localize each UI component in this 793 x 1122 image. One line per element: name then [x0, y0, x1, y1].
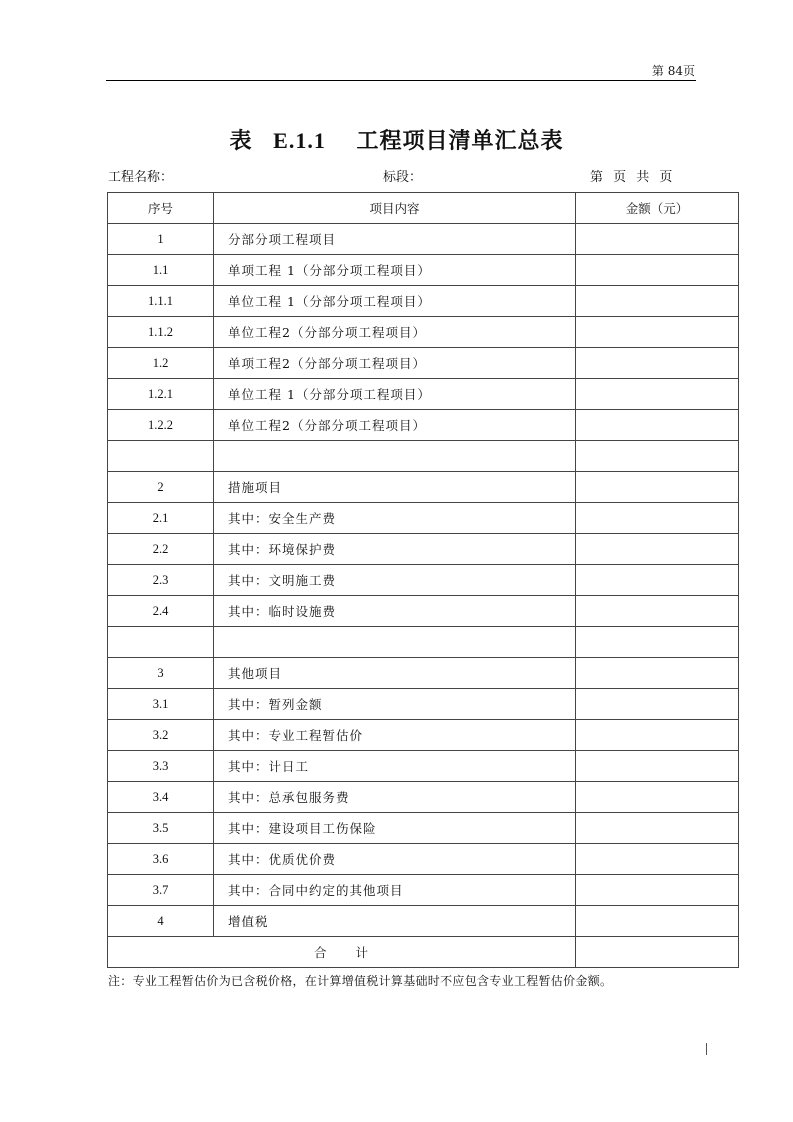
- table-row: [108, 503, 739, 534]
- cell-content: 单项工程2（分部分项工程项目）: [214, 348, 576, 379]
- cell-seq: 2.3: [108, 565, 214, 596]
- total-row: [108, 937, 739, 968]
- table-row: [108, 224, 739, 255]
- cell-amount: [576, 844, 739, 875]
- cell-content: 其中：临时设施费: [214, 596, 576, 627]
- cell-content: 单位工程 1（分部分项工程项目）: [214, 286, 576, 317]
- cell-amount: [576, 627, 739, 658]
- cell-amount: [576, 348, 739, 379]
- cell-content: 其中：建设项目工伤保险: [214, 813, 576, 844]
- cell-amount: [576, 317, 739, 348]
- cell-content: 分部分项工程项目: [214, 224, 576, 255]
- cell-seq: 1.2.2: [108, 410, 214, 441]
- cell-amount: [576, 503, 739, 534]
- cell-content: 单项工程 1（分部分项工程项目）: [214, 255, 576, 286]
- cell-seq: 1.2.1: [108, 379, 214, 410]
- table-row: [108, 627, 739, 658]
- cell-content: 单位工程2（分部分项工程项目）: [214, 317, 576, 348]
- table-row: [108, 565, 739, 596]
- title-code: E.1.1: [273, 128, 326, 153]
- cell-seq: 4: [108, 906, 214, 937]
- total-label: [108, 937, 576, 968]
- cell-amount: [576, 534, 739, 565]
- cell-seq: 3.3: [108, 751, 214, 782]
- cell-content: 其中：环境保护费: [214, 534, 576, 565]
- cell-amount: [576, 596, 739, 627]
- cell-amount: [576, 658, 739, 689]
- title-prefix: 表: [229, 128, 253, 154]
- cell-amount: [576, 255, 739, 286]
- cell-content: 其中：合同中约定的其他项目: [214, 875, 576, 906]
- cell-content: 其中：优质优价费: [214, 844, 576, 875]
- cell-content: 措施项目: [214, 472, 576, 503]
- footnote: 注：专业工程暂估价为已含税价格，在计算增值税计算基础时不应包含专业工程暂估价金额。: [108, 974, 613, 988]
- table-row: [108, 410, 739, 441]
- table-row: [108, 906, 739, 937]
- table-row: [108, 844, 739, 875]
- cell-seq: 3.5: [108, 813, 214, 844]
- cell-content: 单位工程2（分部分项工程项目）: [214, 410, 576, 441]
- title-text: 工程项目清单汇总表: [356, 128, 564, 154]
- total-label-a: 合: [313, 945, 328, 960]
- cell-amount: [576, 782, 739, 813]
- table-header-row: [108, 193, 739, 224]
- table-row: [108, 472, 739, 503]
- margin-mark: [706, 1043, 707, 1055]
- cell-seq: 1.2: [108, 348, 214, 379]
- header-rule: [106, 80, 696, 81]
- cell-content: [214, 627, 576, 658]
- table-row: [108, 782, 739, 813]
- cell-amount: [576, 751, 739, 782]
- cell-content: 其中：计日工: [214, 751, 576, 782]
- cell-seq: [108, 627, 214, 658]
- cell-content: 其中：专业工程暂估价: [214, 720, 576, 751]
- table-row: [108, 286, 739, 317]
- cell-content: 其中：暂列金额: [214, 689, 576, 720]
- table-row: [108, 441, 739, 472]
- section-label: 标段：: [383, 170, 423, 185]
- total-label-b: 计: [355, 945, 370, 960]
- table-row: [108, 534, 739, 565]
- table-row: [108, 875, 739, 906]
- cell-amount: [576, 379, 739, 410]
- cell-content: 单位工程 1（分部分项工程项目）: [214, 379, 576, 410]
- table-row: [108, 317, 739, 348]
- table-row: [108, 379, 739, 410]
- page-info: 第 页 共 页: [590, 170, 673, 185]
- summary-table: [107, 192, 739, 968]
- cell-seq: 2.4: [108, 596, 214, 627]
- cell-content: [214, 441, 576, 472]
- cell-seq: 3.4: [108, 782, 214, 813]
- cell-seq: 3.1: [108, 689, 214, 720]
- cell-seq: 2.2: [108, 534, 214, 565]
- project-name-label: 工程名称：: [108, 170, 174, 185]
- cell-amount: [576, 472, 739, 503]
- table-row: [108, 255, 739, 286]
- header-amount: 金额（元）: [576, 193, 739, 224]
- cell-amount: [576, 286, 739, 317]
- cell-amount: [576, 813, 739, 844]
- cell-amount: [576, 410, 739, 441]
- cell-content: 增值税: [214, 906, 576, 937]
- cell-amount: [576, 720, 739, 751]
- table-body: [108, 224, 739, 968]
- cell-seq: 3.2: [108, 720, 214, 751]
- cell-seq: 2.1: [108, 503, 214, 534]
- cell-seq: [108, 441, 214, 472]
- cell-amount: [576, 689, 739, 720]
- header-content: 项目内容: [214, 193, 576, 224]
- header-seq: 序号: [108, 193, 214, 224]
- table-row: [108, 689, 739, 720]
- cell-content: 其他项目: [214, 658, 576, 689]
- table-row: [108, 813, 739, 844]
- table-row: [108, 348, 739, 379]
- cell-seq: 1.1.2: [108, 317, 214, 348]
- cell-amount: [576, 875, 739, 906]
- cell-content: 其中：文明施工费: [214, 565, 576, 596]
- cell-amount: [576, 565, 739, 596]
- page-number: 第 84页: [651, 64, 695, 78]
- cell-seq: 1.1.1: [108, 286, 214, 317]
- table-row: [108, 751, 739, 782]
- cell-seq: 3.6: [108, 844, 214, 875]
- cell-seq: 3: [108, 658, 214, 689]
- cell-seq: 3.7: [108, 875, 214, 906]
- table-row: [108, 596, 739, 627]
- cell-amount: [576, 441, 739, 472]
- table-row: [108, 720, 739, 751]
- cell-amount: [576, 224, 739, 255]
- cell-content: 其中：安全生产费: [214, 503, 576, 534]
- cell-amount: [576, 906, 739, 937]
- cell-seq: 2: [108, 472, 214, 503]
- table-row: [108, 658, 739, 689]
- total-amount: [576, 937, 739, 968]
- document-title: [0, 124, 793, 155]
- cell-seq: 1.1: [108, 255, 214, 286]
- cell-seq: 1: [108, 224, 214, 255]
- cell-content: 其中：总承包服务费: [214, 782, 576, 813]
